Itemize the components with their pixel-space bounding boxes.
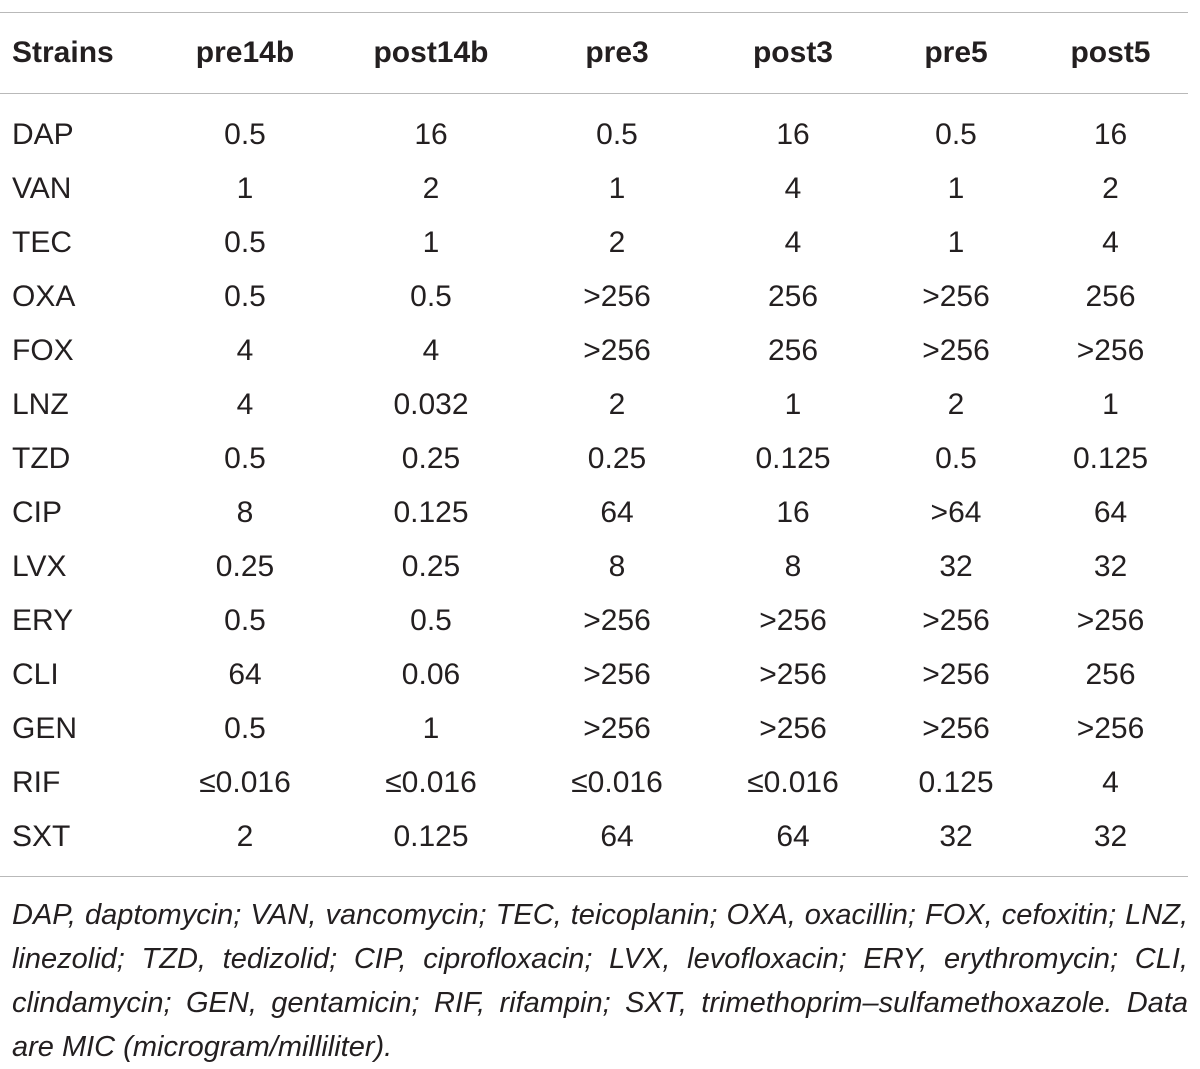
mic-value-cell: >256 xyxy=(583,604,651,637)
mic-value-cell: 0.5 xyxy=(935,442,977,475)
mic-value-cell: 0.25 xyxy=(587,442,647,475)
mic-value-cell: >256 xyxy=(922,280,990,313)
mic-value-cell: 1 xyxy=(608,172,626,205)
mic-value-cell: 8 xyxy=(608,550,626,583)
mic-value-cell: 0.125 xyxy=(755,442,831,475)
mic-value-cell: >256 xyxy=(583,280,651,313)
mic-value-cell: 2 xyxy=(608,388,626,421)
antibiotic-label: GEN xyxy=(12,712,78,745)
mic-value-cell: 64 xyxy=(1093,496,1128,529)
mic-value-cell: 0.5 xyxy=(224,712,266,745)
mic-value-cell: 0.5 xyxy=(224,226,266,259)
table-footnote: DAP, daptomycin; VAN, vancomycin; TEC, teicoplanin; OXA, oxacillin; FOX, cefoxitin; LNZ, linezolid; TZD, tedizolid; CIP, ciprofloxacin; LVX, levofloxacin; ERY, erythromycin; CLI, clindamycin; GEN, gentamicin; RIF, rifampin; SXT, trimethoprim–sulfamethoxazole. Data are MIC (microgram/milliliter). xyxy=(12,899,1188,1063)
table-row xyxy=(0,486,1188,540)
table-row xyxy=(0,432,1188,486)
mic-value-cell: >256 xyxy=(583,334,651,367)
table-row xyxy=(0,594,1188,648)
mic-value-cell: 256 xyxy=(767,334,819,367)
mic-value-cell: 2 xyxy=(1102,172,1119,205)
mic-value-cell: 1 xyxy=(1102,388,1119,421)
mic-value-cell: ≤0.016 xyxy=(199,766,291,799)
mic-value-cell: >256 xyxy=(583,658,651,691)
column-header: pre5 xyxy=(924,36,988,69)
mic-value-cell: 256 xyxy=(1085,658,1136,691)
mic-value-cell: 8 xyxy=(236,496,254,529)
table-row xyxy=(0,378,1188,432)
mic-value-cell: 1 xyxy=(947,172,965,205)
mic-value-cell: 32 xyxy=(1093,550,1128,583)
mic-value-cell: >256 xyxy=(922,712,990,745)
mic-value-cell: 1 xyxy=(422,226,440,259)
column-header: post14b xyxy=(373,36,489,69)
antibiotic-label: DAP xyxy=(12,118,74,151)
mic-value-cell: 4 xyxy=(784,172,802,205)
mic-value-cell: >256 xyxy=(922,334,990,367)
mic-value-cell: 64 xyxy=(600,496,634,529)
mic-value-cell: 0.25 xyxy=(401,442,461,475)
mic-value-cell: 0.5 xyxy=(224,442,266,475)
mic-value-cell: 2 xyxy=(422,172,440,205)
mic-value-cell: >64 xyxy=(930,496,982,529)
table-row xyxy=(0,756,1188,810)
mic-value-cell: 0.5 xyxy=(410,280,452,313)
mic-table-body xyxy=(0,94,1188,876)
column-header: post3 xyxy=(752,36,833,69)
mic-value-cell: >256 xyxy=(1076,712,1145,745)
table-row xyxy=(0,94,1188,162)
antibiotic-label: VAN xyxy=(12,172,72,205)
mic-value-cell: >256 xyxy=(922,658,990,691)
table-row xyxy=(0,540,1188,594)
antibiotic-label: FOX xyxy=(12,334,74,367)
mic-value-cell: >256 xyxy=(1076,334,1145,367)
antibiotic-label: CIP xyxy=(12,496,63,529)
mic-value-cell: 1 xyxy=(784,388,802,421)
antibiotic-label: RIF xyxy=(12,766,61,799)
mic-table-container xyxy=(0,12,1188,877)
mic-value-cell: 1 xyxy=(947,226,965,259)
column-header: pre14b xyxy=(195,36,295,69)
mic-value-cell: 0.125 xyxy=(1072,442,1149,475)
mic-value-cell: 0.5 xyxy=(224,118,266,151)
antibiotic-label: LVX xyxy=(12,550,67,583)
mic-value-cell: 64 xyxy=(228,658,262,691)
mic-value-cell: 16 xyxy=(414,118,448,151)
mic-value-cell: 0.5 xyxy=(596,118,638,151)
header-row xyxy=(0,13,1188,93)
mic-value-cell: 2 xyxy=(608,226,626,259)
antibiotic-label: CLI xyxy=(12,658,59,691)
table-row xyxy=(0,324,1188,378)
antibiotic-label: TEC xyxy=(12,226,72,259)
antibiotic-label: ERY xyxy=(12,604,74,637)
mic-value-cell: 4 xyxy=(422,334,440,367)
table-row xyxy=(0,216,1188,270)
antibiotic-label: TZD xyxy=(12,442,71,475)
column-header: pre3 xyxy=(585,36,649,69)
mic-value-cell: 4 xyxy=(236,388,254,421)
mic-value-cell: 64 xyxy=(600,820,634,853)
mic-value-cell: >256 xyxy=(759,604,827,637)
mic-value-cell: 16 xyxy=(776,118,810,151)
mic-value-cell: >256 xyxy=(922,604,990,637)
mic-value-cell: 64 xyxy=(776,820,810,853)
mic-value-cell: 32 xyxy=(1093,820,1128,853)
mic-value-cell: 16 xyxy=(776,496,810,529)
mic-value-cell: >256 xyxy=(583,712,651,745)
mic-value-cell: 4 xyxy=(784,226,802,259)
table-row xyxy=(0,810,1188,876)
bottom-rule xyxy=(0,876,1188,877)
mic-value-cell: ≤0.016 xyxy=(385,766,477,799)
mic-value-cell: 0.125 xyxy=(393,496,469,529)
mic-value-cell: 32 xyxy=(939,550,973,583)
antibiotic-label: LNZ xyxy=(12,388,69,421)
mic-value-cell: 4 xyxy=(1102,766,1119,799)
mic-value-cell: 1 xyxy=(236,172,254,205)
mic-value-cell: >256 xyxy=(759,658,827,691)
mic-value-cell: 0.25 xyxy=(401,550,461,583)
mic-value-cell: 32 xyxy=(939,820,973,853)
table-row xyxy=(0,162,1188,216)
mic-value-cell: 0.5 xyxy=(410,604,452,637)
mic-value-cell: 8 xyxy=(784,550,802,583)
mic-value-cell: 256 xyxy=(1085,280,1136,313)
mic-value-cell: ≤0.016 xyxy=(571,766,663,799)
mic-value-cell: 2 xyxy=(947,388,965,421)
mic-value-cell: >256 xyxy=(759,712,827,745)
table-row xyxy=(0,270,1188,324)
antibiotic-label: SXT xyxy=(12,820,71,853)
mic-value-cell: 2 xyxy=(236,820,254,853)
mic-value-cell: 0.5 xyxy=(224,604,266,637)
mic-value-cell: 0.032 xyxy=(393,388,469,421)
mic-value-cell: 0.125 xyxy=(393,820,469,853)
mic-table xyxy=(0,13,1188,93)
mic-value-cell: 0.5 xyxy=(935,118,977,151)
mic-value-cell: 0.25 xyxy=(215,550,275,583)
column-header: post5 xyxy=(1070,36,1151,69)
antibiotic-label: OXA xyxy=(12,280,76,313)
column-header: Strains xyxy=(12,36,114,69)
mic-value-cell: 256 xyxy=(767,280,819,313)
mic-value-cell: 0.5 xyxy=(224,280,266,313)
mic-value-cell: 0.125 xyxy=(918,766,994,799)
mic-value-cell: 4 xyxy=(236,334,254,367)
table-row xyxy=(0,702,1188,756)
mic-value-cell: 0.06 xyxy=(401,658,461,691)
mic-value-cell: >256 xyxy=(1076,604,1145,637)
mic-value-cell: 16 xyxy=(1093,118,1128,151)
mic-value-cell: ≤0.016 xyxy=(747,766,839,799)
mic-value-cell: 1 xyxy=(422,712,440,745)
mic-value-cell: 4 xyxy=(1102,226,1119,259)
table-row xyxy=(0,648,1188,702)
